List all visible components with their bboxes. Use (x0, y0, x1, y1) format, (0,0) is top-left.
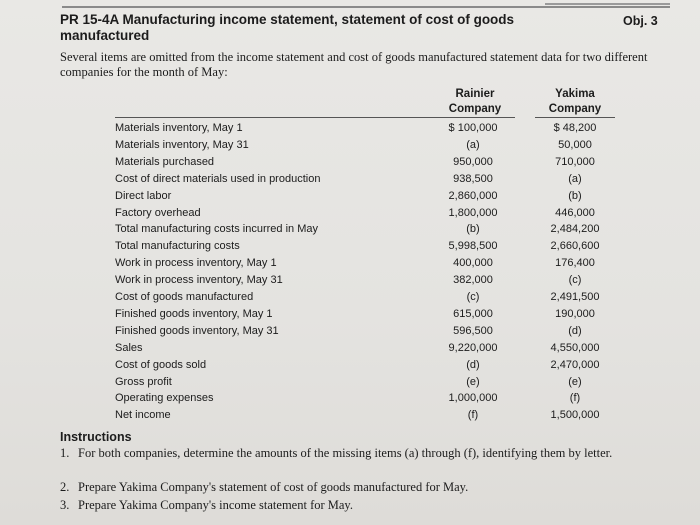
rainier-value: 1,800,000 (448, 206, 498, 219)
rainier-value: 382,000 (453, 274, 493, 287)
row-label: Materials inventory, May 31 (115, 138, 249, 151)
yakima-value: (c) (568, 274, 582, 287)
yakima-value: (b) (568, 189, 582, 202)
top-rule (62, 6, 670, 8)
rainier-value: (c) (466, 291, 480, 303)
yakima-value: (a) (568, 172, 582, 185)
yakima-value: (d) (568, 324, 582, 337)
header-rule (115, 117, 515, 118)
row-label: Finished goods inventory, May 31 (115, 324, 279, 337)
header-rule-right (535, 117, 615, 118)
rainier-value: 400,000 (453, 257, 493, 270)
yakima-value: 176,400 (555, 257, 595, 270)
row-label: Total manufacturing costs (115, 240, 240, 253)
rainier-value: $ 100,000 (448, 122, 498, 134)
row-label: Cost of goods sold (115, 358, 207, 371)
row-label: Cost of goods manufactured (115, 291, 254, 303)
instructions-heading: Instructions (60, 430, 132, 444)
row-label: Work in process inventory, May 1 (115, 257, 277, 270)
problem-title: PR 15-4A Manufacturing income statement, statement of cost of goods manufactured (60, 12, 515, 43)
row-label: Materials purchased (115, 155, 215, 168)
row-label: Sales (115, 341, 143, 354)
yakima-value: 2,484,200 (550, 223, 600, 236)
yakima-value: (e) (568, 375, 582, 388)
yakima-value: 1,500,000 (550, 409, 600, 422)
rainier-value: (d) (466, 358, 480, 371)
column-header-rainier: Rainier Company (448, 88, 502, 115)
row-label: Cost of direct materials used in production (115, 172, 321, 185)
row-label: Work in process inventory, May 31 (115, 274, 283, 287)
rainier-value: 9,220,000 (448, 341, 498, 354)
rainier-value: (a) (466, 138, 480, 151)
row-label: Factory overhead (115, 206, 201, 219)
rainier-value: 2,860,000 (448, 189, 498, 202)
yakima-value: 2,470,000 (550, 358, 600, 371)
row-label: Operating expenses (115, 392, 214, 405)
top-rule-right (545, 3, 670, 5)
yakima-value: 50,000 (558, 138, 592, 151)
rainier-value: 615,000 (453, 307, 493, 320)
rainier-value: 950,000 (453, 155, 493, 168)
row-label: Direct labor (115, 189, 172, 202)
row-label: Gross profit (115, 375, 172, 388)
yakima-value: 2,660,600 (550, 240, 600, 253)
problem-intro: Several items are omitted from the income statement and cost of goods manufactured statement data for two different companies for the month of May: (60, 50, 648, 79)
rainier-value: 938,500 (453, 172, 493, 185)
yakima-value: 2,491,500 (550, 291, 600, 303)
yakima-value: 4,550,000 (550, 341, 600, 354)
row-label: Materials inventory, May 1 (115, 122, 243, 134)
row-label: Net income (115, 409, 171, 422)
yakima-value: 710,000 (555, 155, 595, 168)
rainier-value: 5,998,500 (448, 240, 498, 253)
rainier-value: 596,500 (453, 324, 493, 337)
row-label: Total manufacturing costs incurred in May (115, 223, 318, 236)
objective-label: Obj. 3 (623, 14, 658, 28)
rainier-value: (f) (467, 409, 479, 422)
column-header-yakima: Yakima Company (548, 88, 602, 115)
yakima-value: 446,000 (555, 206, 595, 219)
rainier-value: (e) (466, 375, 480, 388)
yakima-value: $ 48,200 (553, 122, 597, 134)
yakima-value: (f) (569, 392, 581, 405)
rainier-value: (b) (466, 223, 480, 236)
row-label: Finished goods inventory, May 1 (115, 307, 273, 320)
rainier-value: 1,000,000 (448, 392, 498, 405)
yakima-value: 190,000 (555, 307, 595, 320)
textbook-page: PR 15-4A Manufacturing income statement, statement of cost of goods manufactured Obj. 3 Several items are omitted from the income statement and cost of goods manufactured statement data for two different companies for the month of May: Rainier Company Yakima Company Materials inventory, May 1 $ 100,000 $ 48,200 Materials inventory, May 31 (a) 50,000 Materials purchased 950,000 710,000 Cost of direct materials used in production 938,500 (a) Direct labor 2,860,000 (b) Factory overhead 1,800,000 446,000 Total manufacturing costs incurred in May (b) 2,484,200 Total manufacturing costs 5,998,500 2,660,600 Work in process inventory, May 1 400,000 176,400 Work in process inventory, May 31 382,000 (c) Cost of goods manufactured (c) 2,491,500 Finished goods inventory, May 1 615,000 190,000 Finished goods inventory, May 31 596,500 (d) Sales 9,220,000 4,550,000 Cost of goods sold (d) 2,470,000 Gross profit (e) (e) Operating expenses 1,000,000 (f) Net income (f) 1,500,000 Instructions 1. For both companies, determine the amounts of the missing items (a) through (f), identifying them by letter. 2. Prepare Yakima Company's statement of cost of goods manufactured for May. 3. Prepare Yakima Company's income statement for May. (0, 0, 700, 525)
